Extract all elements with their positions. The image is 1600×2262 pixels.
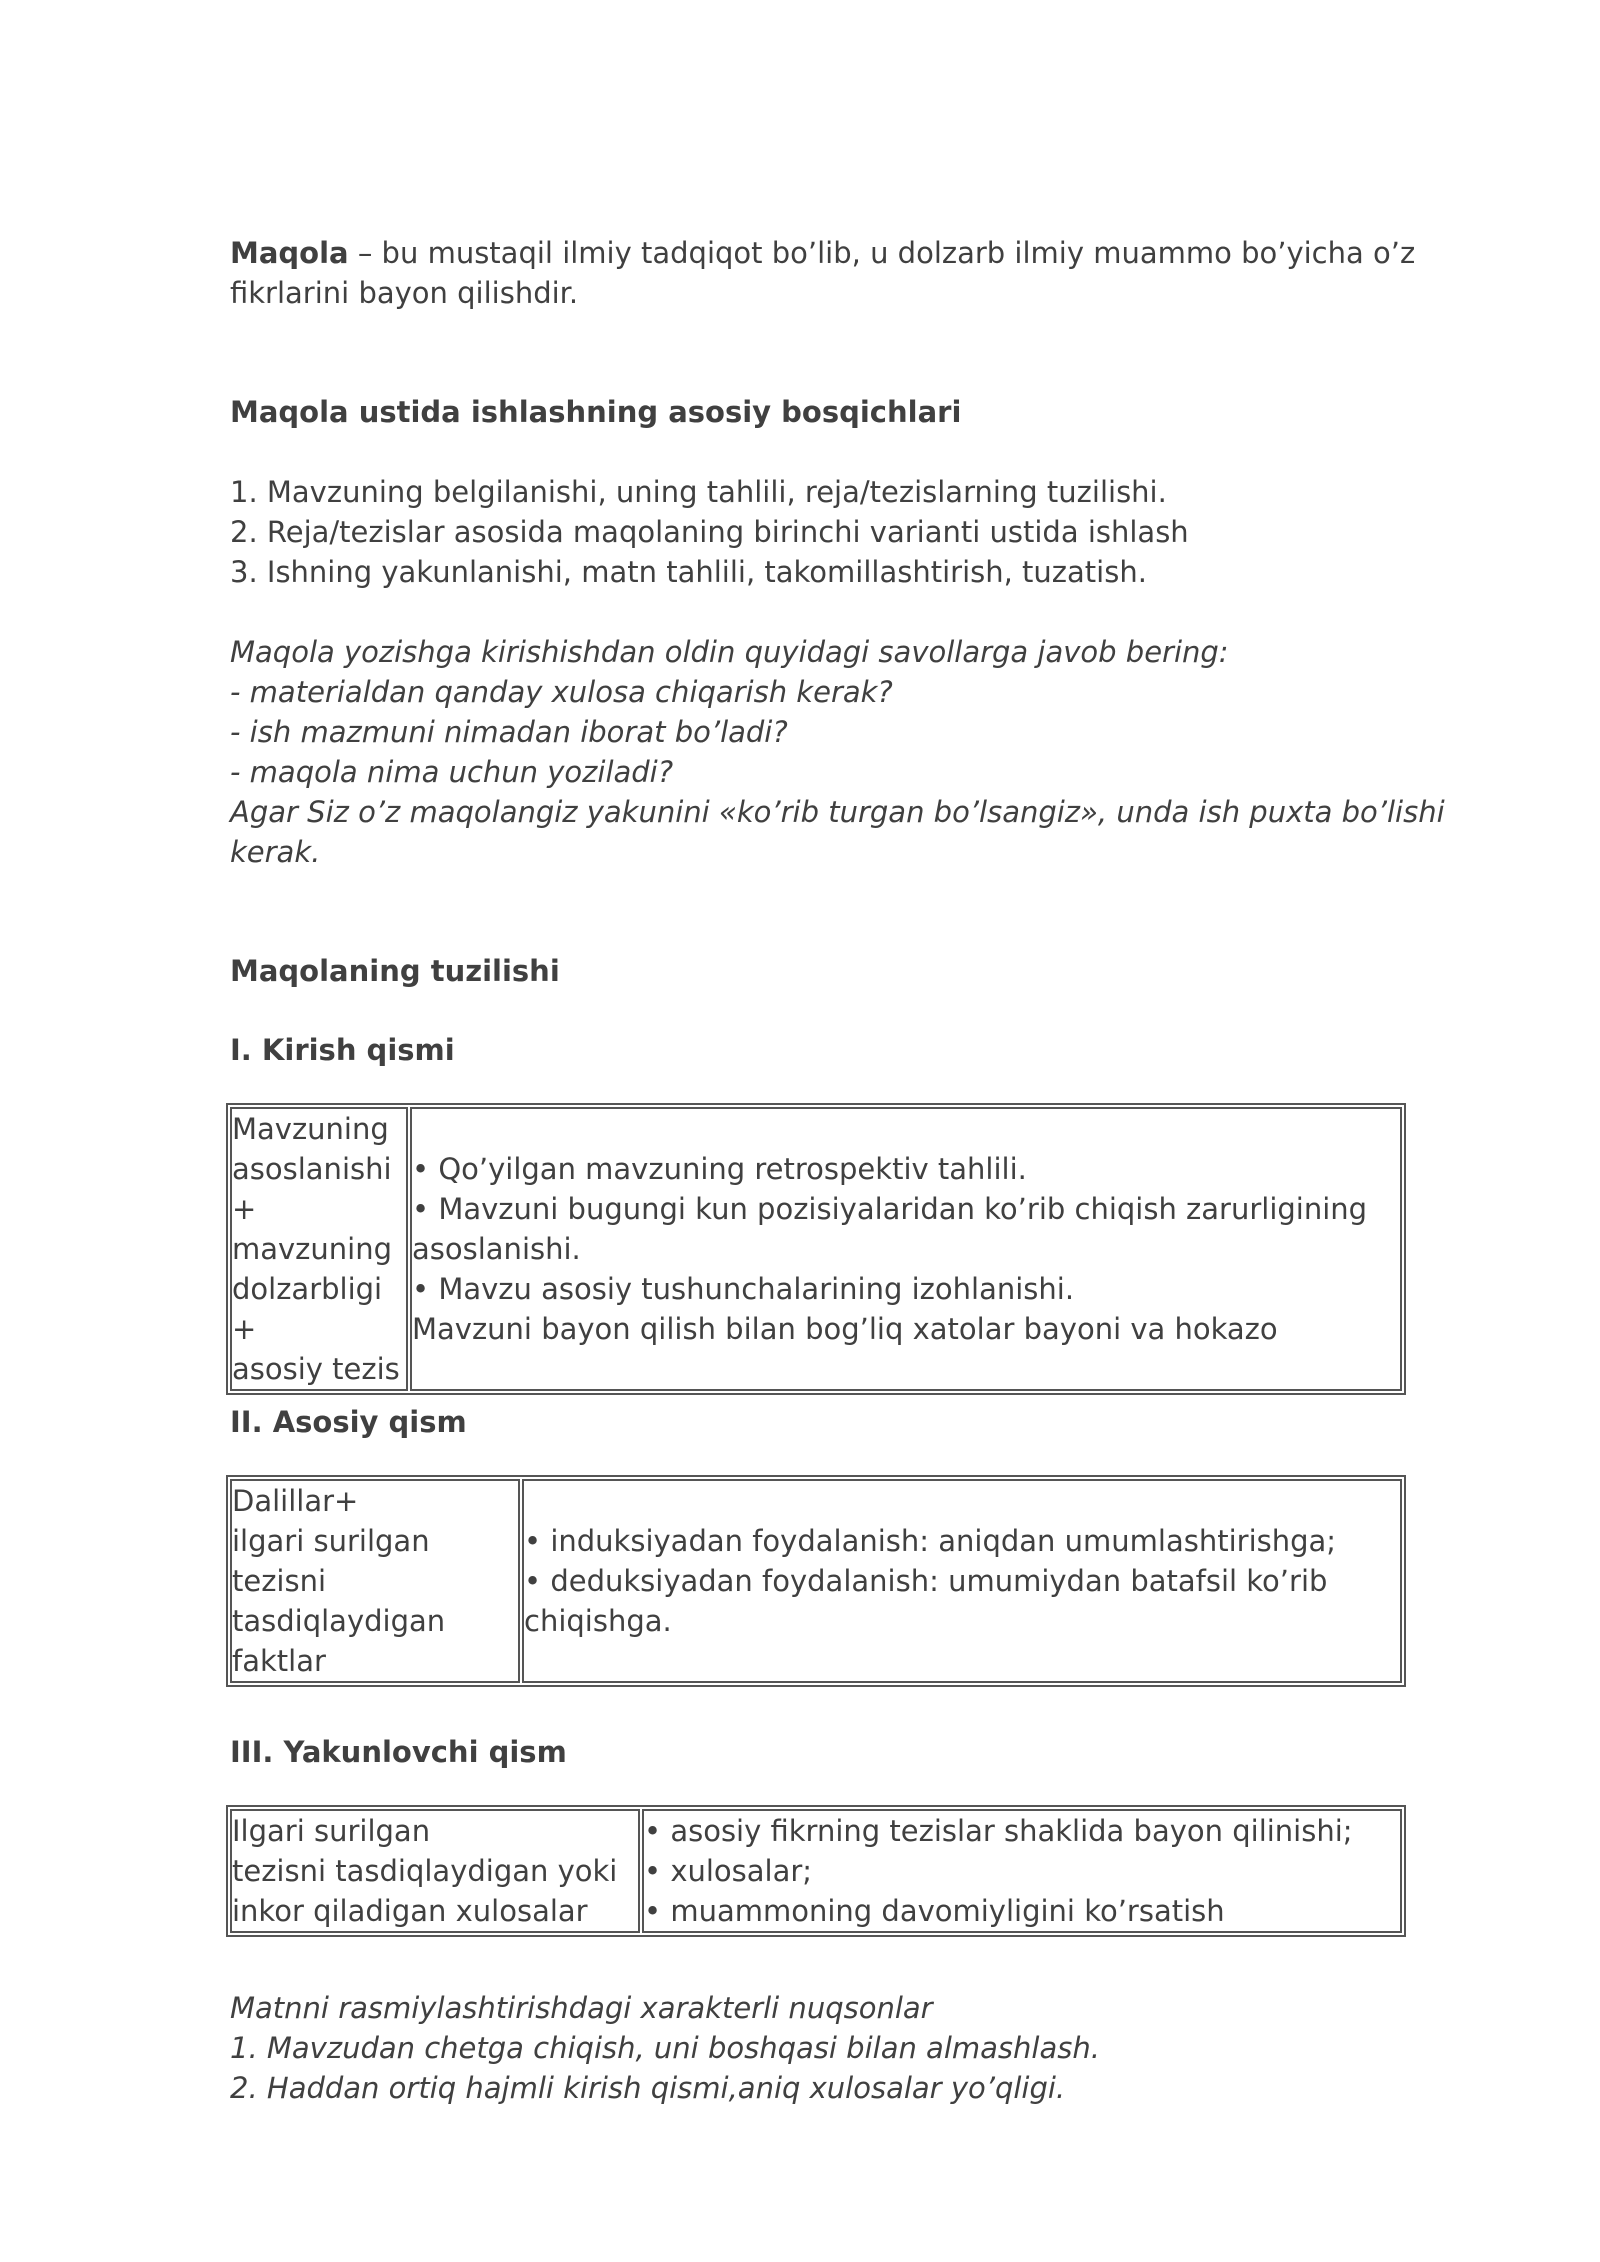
cell-line: ilgari surilgan bbox=[232, 1524, 430, 1558]
conclusion-section-table bbox=[226, 1805, 1406, 1937]
cell-line: inkor qiladigan xulosalar bbox=[232, 1894, 588, 1928]
intro-definition: – bu mustaqil ilmiy tadqiqot bo’lib, u dolzarb ilmiy muammo bo’yicha o’z fikrlarini bayon qilishdir. bbox=[230, 236, 1416, 310]
defects-lead: Matnni rasmiylashtirishdagi xarakterli nuqsonlar bbox=[230, 1991, 933, 2025]
table-row bbox=[230, 1479, 1402, 1683]
table-row bbox=[230, 1809, 1402, 1933]
intro-term: Maqola bbox=[230, 236, 349, 270]
cell-line: tasdiqlaydigan bbox=[232, 1604, 446, 1638]
cell-line: • Qo’yilgan mavzuning retrospektiv tahlili. bbox=[412, 1152, 1027, 1186]
stage-item: 2. Reja/tezislar asosida maqolaning birinchi varianti ustida ishlash bbox=[230, 515, 1189, 549]
section-title-main: II. Asosiy qism bbox=[230, 1405, 467, 1439]
table-cell-left bbox=[230, 1809, 640, 1933]
defect-item: 1. Mavzudan chetga chiqish, uni boshqasi bilan almashlash. bbox=[230, 2031, 1100, 2065]
table-cell-left bbox=[230, 1479, 520, 1683]
cell-line: Dalillar+ bbox=[232, 1484, 359, 1518]
stages-list bbox=[230, 472, 1470, 592]
cell-line: Mavzuning bbox=[232, 1112, 389, 1146]
defect-item: 2. Haddan ortiq hajmli kirish qismi,aniq xulosalar yo’qligi. bbox=[230, 2071, 1066, 2105]
cell-line: faktlar bbox=[232, 1644, 326, 1678]
cell-line: asosiy tezis bbox=[232, 1352, 400, 1386]
cell-line: • xulosalar; bbox=[644, 1854, 813, 1888]
structure-heading: Maqolaning tuzilishi bbox=[230, 954, 560, 988]
table-cell-right bbox=[410, 1107, 1402, 1391]
main-section-table bbox=[226, 1475, 1406, 1687]
cell-line: • asosiy fikrning tezislar shaklida bayon qilinishi; bbox=[644, 1814, 1353, 1848]
questions-closing: Agar Siz o’z maqolangiz yakunini «ko’rib turgan bo’lsangiz», unda ish puxta bo’lishi kerak. bbox=[230, 795, 1445, 869]
section-title-intro: I. Kirish qismi bbox=[230, 1033, 455, 1067]
cell-line: tezisni tasdiqlaydigan yoki bbox=[232, 1854, 618, 1888]
cell-line: mavzuning bbox=[232, 1232, 393, 1266]
cell-line: • Mavzu asosiy tushunchalarining izohlanishi. bbox=[412, 1272, 1075, 1306]
section-title-conclusion: III. Yakunlovchi qism bbox=[230, 1735, 567, 1769]
stages-heading: Maqola ustida ishlashning asosiy bosqichlari bbox=[230, 395, 962, 429]
question-item: - ish mazmuni nimadan iborat bo’ladi? bbox=[230, 715, 788, 749]
questions-lead: Maqola yozishga kirishishdan oldin quyidagi savollarga javob bering: bbox=[230, 635, 1229, 669]
cell-line: Mavzuni bayon qilish bilan bog’liq xatolar bayoni va hokazo bbox=[412, 1312, 1278, 1346]
cell-line: + bbox=[232, 1192, 257, 1226]
stage-item: 3. Ishning yakunlanishi, matn tahlili, takomillashtirish, tuzatish. bbox=[230, 555, 1147, 589]
cell-line: dolzarbligi + bbox=[232, 1272, 383, 1346]
table-row bbox=[230, 1107, 1402, 1391]
cell-line: • Mavzuni bugungi kun pozisiyalaridan ko’rib chiqish zarurligining asoslanishi. bbox=[412, 1192, 1368, 1266]
table-cell-right bbox=[642, 1809, 1402, 1933]
cell-line: asoslanishi bbox=[232, 1152, 392, 1186]
intro-section-table bbox=[226, 1103, 1406, 1395]
intro-paragraph bbox=[230, 233, 1470, 313]
defects-block bbox=[230, 1988, 1470, 2108]
cell-line: • deduksiyadan foydalanish: umumiydan batafsil ko’rib chiqishga. bbox=[524, 1564, 1328, 1638]
question-item: - maqola nima uchun yoziladi? bbox=[230, 755, 674, 789]
question-item: - materialdan qanday xulosa chiqarish kerak? bbox=[230, 675, 893, 709]
cell-line: • induksiyadan foydalanish: aniqdan umumlashtirishga; bbox=[524, 1524, 1337, 1558]
cell-line: • muammoning davomiyligini ko’rsatish bbox=[644, 1894, 1225, 1928]
cell-line: tezisni bbox=[232, 1564, 327, 1598]
table-cell-right bbox=[522, 1479, 1402, 1683]
table-cell-left bbox=[230, 1107, 408, 1391]
questions-block bbox=[230, 632, 1470, 872]
cell-line: Ilgari surilgan bbox=[232, 1814, 431, 1848]
stage-item: 1. Mavzuning belgilanishi, uning tahlili, reja/tezislarning tuzilishi. bbox=[230, 475, 1167, 509]
